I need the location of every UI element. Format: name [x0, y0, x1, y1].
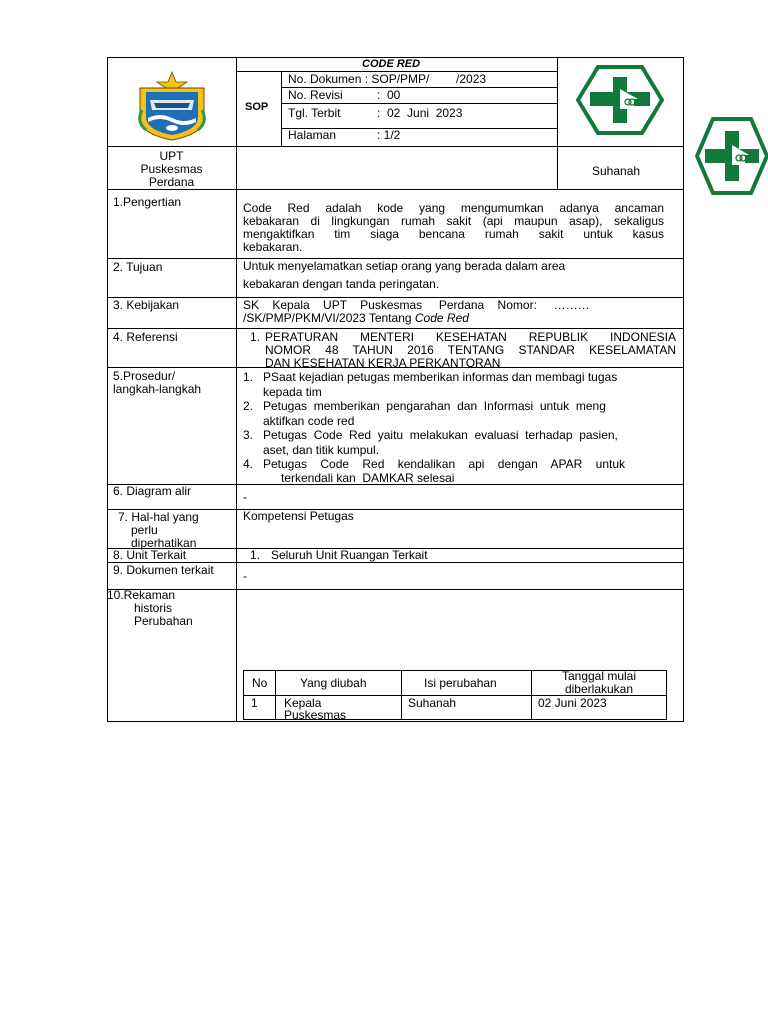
referensi-label: 4. Referensi [113, 330, 178, 344]
kebijakan-line2: /SK/PMP/PKM/VI/2023 Tentang Code Red [243, 311, 469, 325]
rekaman-label: 10.Rekaman historis Perubahan [107, 588, 193, 628]
history-row-no: 1 [251, 696, 258, 710]
history-header-tanggal: Tanggal mulai diberlakukan [561, 669, 637, 696]
sop-label: SOP [245, 101, 269, 113]
tujuan-line2: kebakaran dengan tanda peringatan. [243, 277, 440, 291]
unit-num: 1. [250, 548, 261, 562]
puskesmas-logo-outside [695, 117, 768, 195]
history-row-tanggal: 02 Juni 2023 [538, 696, 607, 710]
regional-emblem-logo [132, 70, 212, 142]
tujuan-label: 2. Tujuan [113, 260, 163, 274]
history-row-diubah: Kepala Puskesmas [284, 696, 347, 722]
dokumen-value: - [243, 569, 247, 583]
tujuan-line1: Untuk menyelamatkan setiap orang yang berada dalam area [243, 259, 566, 273]
revision-label: No. Revisi [288, 88, 343, 102]
hal-value: Kompetensi Petugas [243, 509, 354, 523]
page-value: : 1/2 [377, 128, 401, 142]
revision-value: : 00 [377, 88, 401, 102]
diagram-label: 6. Diagram alir [113, 484, 192, 498]
history-header-no: No [252, 676, 268, 690]
prosedur-item: 3. Petugas Code Red yaitu melakukan evaluasi terhadap pasien, aset, dan titik kumpul. [243, 428, 618, 457]
prosedur-item: 4. Petugas Code Red kendalikan api dengan APAR untuk terkendali kan DAMKAR selesai [243, 457, 625, 485]
page-label: Halaman [288, 128, 337, 142]
dokumen-label: 9. Dokumen terkait [113, 563, 214, 577]
issue-date-label: Tgl. Terbit [288, 106, 341, 120]
diagram-value: - [243, 490, 247, 504]
doc-number: No. Dokumen : SOP/PMP/ /2023 [288, 72, 487, 86]
org-name: UPT Puskesmas Perdana [140, 149, 203, 189]
history-row-isi: Suhanah [408, 696, 457, 710]
pengertian-text: Code Red adalah kode yang mengumumkan adanya ancaman kebakaran di lingkungan rumah sakit (api maupun asap), sekaligus mengaktifkan tim siaga bencana rumah sakit untuk kasus kebakaran. [243, 201, 664, 254]
puskesmas-logo [576, 65, 664, 135]
issue-date-value: : 02 Juni 2023 [377, 106, 463, 120]
referensi-num: 1. [250, 330, 261, 344]
prosedur-item: 2. Petugas memberikan pengarahan dan Informasi untuk meng aktifkan code red [243, 399, 606, 428]
unit-value: Seluruh Unit Ruangan Terkait [271, 548, 428, 562]
pengertian-label: 1.Pengertian [113, 195, 182, 209]
prosedur-label: 5.Prosedur/ langkah-langkah [113, 369, 202, 396]
kebijakan-line1: SK Kepala UPT Puskesmas Perdana Nomor: ……… [243, 298, 590, 312]
history-header-isi: Isi perubahan [424, 676, 497, 690]
unit-label: 8. Unit Terkait [113, 548, 187, 562]
signer-name: Suhanah [592, 164, 641, 178]
prosedur-item: 1. PSaat kejadian petugas memberikan informas dan membagi tugas kepada tim [243, 370, 618, 399]
kebijakan-label: 3. Kebijakan [113, 298, 180, 312]
referensi-item: PERATURAN MENTERI KESEHATAN REPUBLIK INDONESIA NOMOR 48 TAHUN 2016 TENTANG STANDAR KESELAMATAN DAN KESEHATAN KERJA PERKANTORAN [265, 330, 676, 370]
hal-label: 7. Hal-hal yang perlu diperhatikan [118, 510, 199, 550]
document-title: CODE RED [362, 58, 421, 70]
history-header-diubah: Yang diubah [300, 676, 367, 690]
